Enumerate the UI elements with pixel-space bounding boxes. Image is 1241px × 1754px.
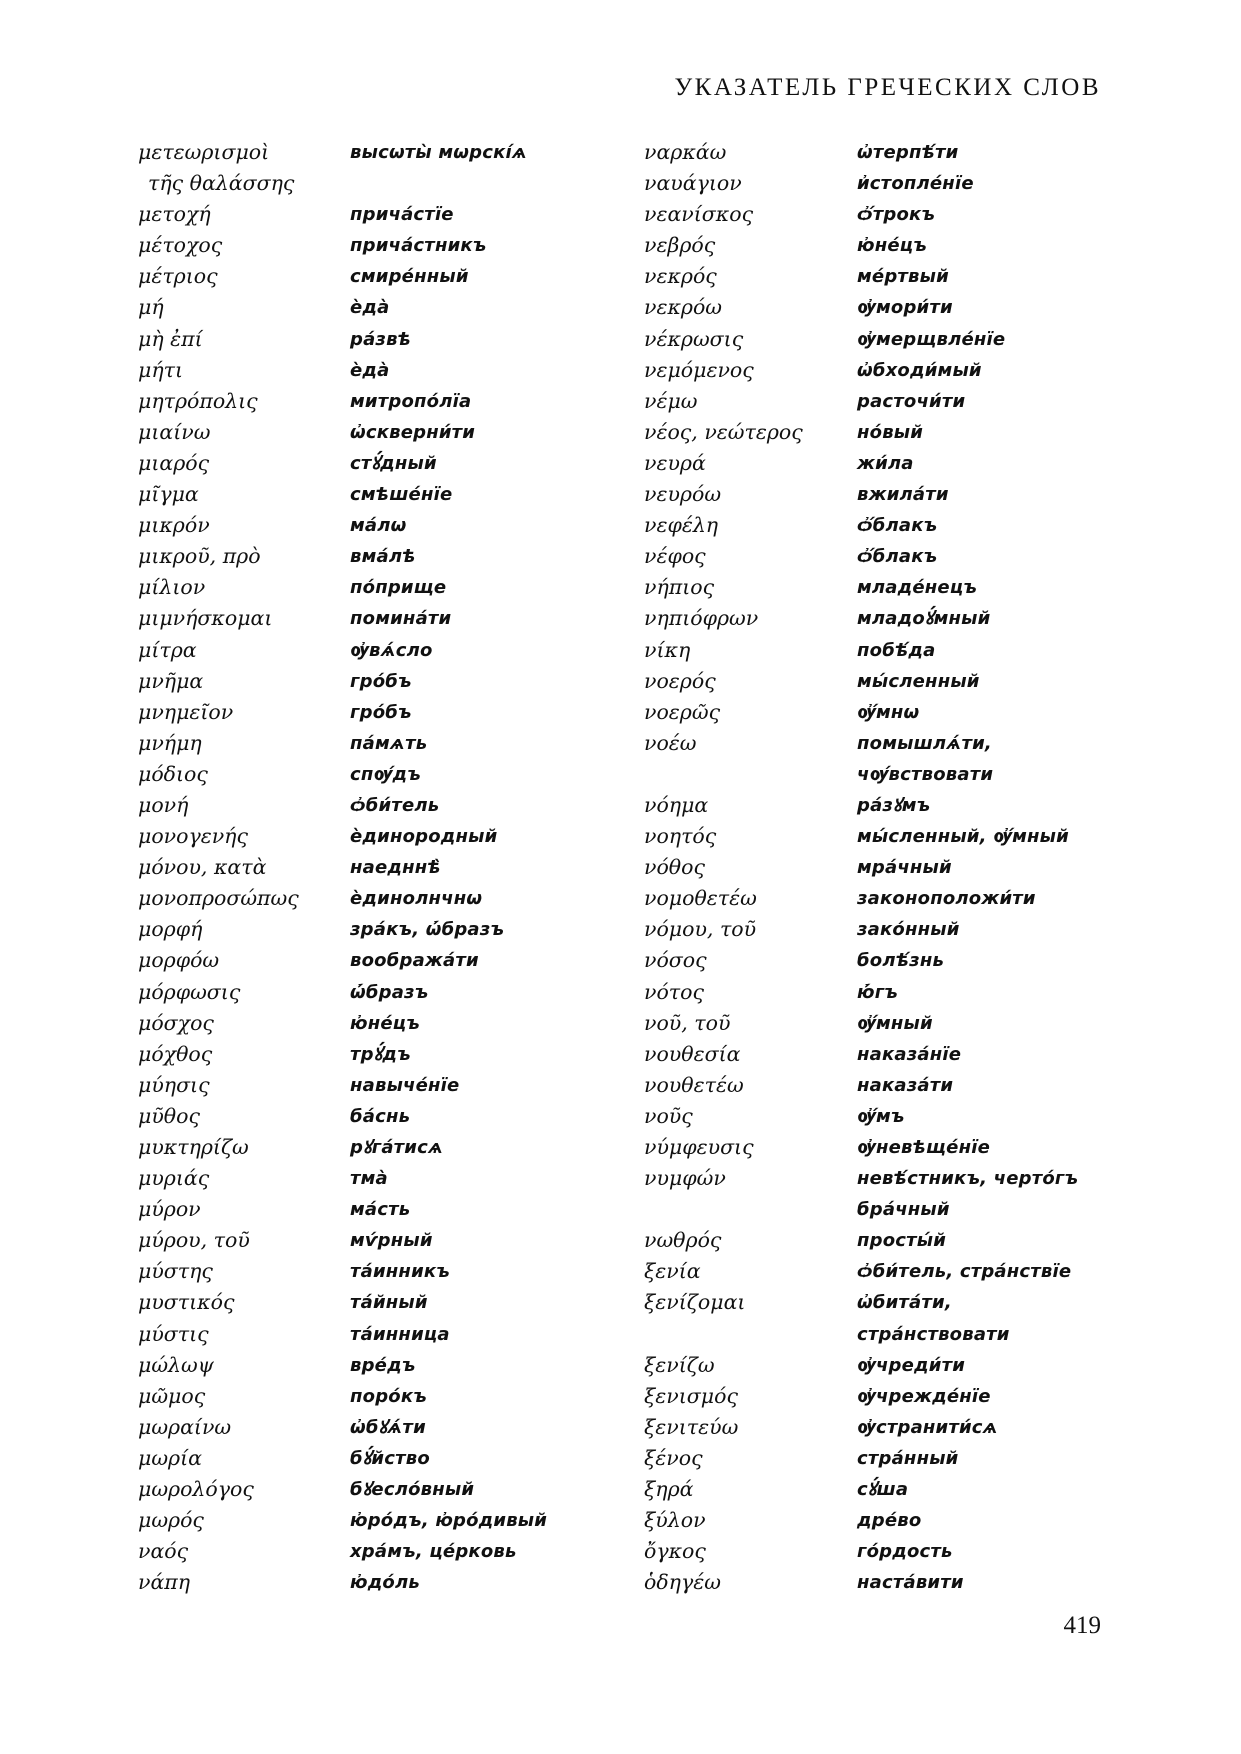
slavonic-equivalent: невѣ́стникъ, черто́гъ bbox=[857, 1168, 1079, 1190]
greek-headword: μόδιος bbox=[138, 761, 208, 786]
greek-headword: μέτοχος bbox=[138, 233, 223, 258]
greek-headword: μέτριος bbox=[138, 264, 218, 289]
greek-headword: μίλιον bbox=[138, 575, 206, 600]
greek-headword: μυριάς bbox=[138, 1166, 210, 1191]
greek-headword: νότος bbox=[644, 979, 704, 1004]
slavonic-equivalent: ѡ҆бходи́мый bbox=[857, 359, 982, 381]
greek-headword: ξενίζομαι bbox=[644, 1290, 746, 1315]
greek-headword: μὴ ἐπί bbox=[138, 326, 203, 351]
slavonic-equivalent: хра́мъ, це́рковь bbox=[350, 1541, 517, 1563]
slavonic-equivalent: трꙋ́дъ bbox=[350, 1043, 411, 1065]
greek-headword: μιμνήσκομαι bbox=[138, 606, 273, 631]
slavonic-equivalent: ѹ҆странити́сѧ bbox=[857, 1416, 998, 1438]
greek-headword: μύστις bbox=[138, 1321, 209, 1346]
greek-headword: μόχθος bbox=[138, 1041, 213, 1066]
slavonic-equivalent: смѣше́нїе bbox=[350, 484, 453, 506]
greek-headword: νοῦς bbox=[644, 1103, 693, 1128]
slavonic-equivalent: ѡ҆бита́ти, bbox=[857, 1292, 952, 1314]
slavonic-equivalent: и҆стопле́нїе bbox=[857, 173, 974, 195]
slavonic-equivalent: рꙋга́тисѧ bbox=[350, 1137, 444, 1158]
greek-headword: νήπιος bbox=[644, 575, 715, 600]
slavonic-equivalent: но́вый bbox=[857, 421, 924, 443]
greek-headword: ξενίζω bbox=[644, 1352, 715, 1377]
greek-headword: μώλωψ bbox=[138, 1352, 214, 1377]
slavonic-equivalent bbox=[350, 168, 547, 199]
greek-headword: μίτρα bbox=[138, 637, 197, 662]
greek-headword: ξηρά bbox=[644, 1477, 694, 1502]
slavonic-equivalent: помина́ти bbox=[350, 608, 452, 630]
slavonic-equivalent: мра́чный bbox=[857, 857, 952, 879]
slavonic-equivalent: младе́нецъ bbox=[857, 577, 978, 599]
greek-headword: μνήμη bbox=[138, 730, 202, 755]
slavonic-equivalent: ѡ҆́бразъ bbox=[350, 981, 429, 1003]
slavonic-equivalent: митропо́лїа bbox=[350, 390, 472, 412]
greek-headword: νέος, νεώτερος bbox=[644, 419, 803, 444]
slavonic-equivalent: гро́бъ bbox=[350, 701, 412, 723]
greek-headword bbox=[644, 1194, 803, 1225]
greek-headword: νεβρός bbox=[644, 233, 716, 258]
greek-headword: νευρά bbox=[644, 450, 706, 475]
greek-headword: νοερῶς bbox=[644, 699, 721, 724]
slavonic-equivalent: наста́вити bbox=[857, 1572, 964, 1594]
left-slavonic-column bbox=[350, 137, 547, 1598]
slavonic-equivalent: стра́нствовати bbox=[857, 1323, 1010, 1345]
greek-headword: μόνου, κατὰ bbox=[138, 855, 267, 880]
slavonic-equivalent: просты́й bbox=[857, 1230, 947, 1252]
slavonic-equivalent: прича́стникъ bbox=[350, 235, 487, 257]
slavonic-equivalent: ѹ҆чрежде́нїе bbox=[857, 1385, 991, 1407]
greek-headword: νέκρωσις bbox=[644, 326, 744, 351]
greek-headword: μυστικός bbox=[138, 1290, 235, 1315]
slavonic-equivalent: ѹ҆́мный bbox=[857, 1012, 933, 1034]
slavonic-equivalent: ю҆́гъ bbox=[857, 981, 899, 1003]
slavonic-equivalent: вре́дъ bbox=[350, 1354, 416, 1376]
slavonic-equivalent: поро́къ bbox=[350, 1385, 427, 1407]
greek-headword: νουθεσία bbox=[644, 1041, 741, 1066]
slavonic-equivalent: мы́сленный, ѹ҆́мный bbox=[857, 826, 1069, 848]
greek-headword: μνῆμα bbox=[138, 668, 204, 693]
greek-headword: μονοπροσώπως bbox=[138, 886, 299, 911]
greek-headword bbox=[644, 759, 803, 790]
greek-headword: μόσχος bbox=[138, 1010, 214, 1035]
greek-headword: νόθος bbox=[644, 855, 705, 880]
slavonic-equivalent: ѻ҆́блакъ bbox=[857, 515, 938, 537]
slavonic-equivalent: ю҆до́ль bbox=[350, 1572, 420, 1594]
greek-headword bbox=[644, 1319, 803, 1350]
greek-headword: νόμου, τοῦ bbox=[644, 917, 757, 942]
running-head-title: УКАЗАТЕЛЬ ГРЕЧЕСКИХ СЛОВ bbox=[674, 74, 1101, 101]
slavonic-equivalent: дре́во bbox=[857, 1510, 922, 1532]
greek-headword: μύστης bbox=[138, 1259, 213, 1284]
greek-headword: ὄγκος bbox=[644, 1539, 706, 1564]
slavonic-equivalent: по́прище bbox=[350, 577, 447, 599]
slavonic-equivalent: наказа́ти bbox=[857, 1074, 954, 1096]
greek-headword: μιαίνω bbox=[138, 419, 211, 444]
slavonic-equivalent: ѹ҆́мъ bbox=[857, 1105, 905, 1127]
slavonic-equivalent: мы́сленный bbox=[857, 670, 980, 692]
greek-headword: μωρολόγος bbox=[138, 1477, 254, 1502]
slavonic-equivalent: наказа́нїе bbox=[857, 1043, 962, 1065]
greek-headword: νάπη bbox=[138, 1570, 191, 1595]
slavonic-equivalent: ра́звѣ bbox=[350, 328, 412, 350]
greek-headword: νοέω bbox=[644, 730, 697, 755]
slavonic-equivalent: наедннѣ̀ bbox=[350, 857, 441, 879]
slavonic-equivalent: ѐда̀ bbox=[350, 297, 390, 319]
slavonic-equivalent: ѻ҆би́тель, стра́нствїе bbox=[857, 1261, 1072, 1283]
greek-headword: νυμφών bbox=[644, 1166, 726, 1191]
greek-headword: μωρία bbox=[138, 1445, 202, 1470]
slavonic-equivalent: спѹ́дъ bbox=[350, 763, 421, 785]
slavonic-equivalent: высѡты̀ мѡрскі́ѧ bbox=[350, 142, 528, 163]
greek-headword: τῆς θαλάσσης bbox=[148, 171, 295, 196]
greek-headword: νοητός bbox=[644, 824, 717, 849]
slavonic-equivalent: болѣ́знь bbox=[857, 950, 945, 972]
left-greek-column bbox=[138, 137, 299, 1598]
greek-headword: νύμφευσις bbox=[644, 1135, 754, 1159]
slavonic-equivalent: сꙋ́ша bbox=[857, 1479, 909, 1501]
slavonic-equivalent: вжила́ти bbox=[857, 484, 949, 506]
greek-headword: μωρός bbox=[138, 1508, 204, 1533]
slavonic-equivalent: вма́лѣ bbox=[350, 546, 416, 568]
slavonic-equivalent: та́инница bbox=[350, 1323, 450, 1345]
greek-headword: μυκτηρίζω bbox=[138, 1135, 249, 1159]
greek-headword: νεκρόω bbox=[644, 295, 723, 320]
slavonic-equivalent: ра́зꙋмъ bbox=[857, 794, 931, 816]
greek-headword: νευρόω bbox=[644, 482, 722, 507]
slavonic-equivalent: ба́снь bbox=[350, 1105, 411, 1127]
slavonic-equivalent: ѡ҆скверни́ти bbox=[350, 421, 476, 443]
slavonic-equivalent: зра́къ, ѡ҆́бразъ bbox=[350, 919, 505, 941]
greek-headword: νηπιόφρων bbox=[644, 606, 759, 631]
greek-headword: νεφέλη bbox=[644, 513, 719, 538]
greek-headword: ναός bbox=[138, 1539, 189, 1564]
slavonic-equivalent: помышлѧ́ти, bbox=[857, 732, 992, 754]
greek-headword: νωθρός bbox=[644, 1228, 722, 1253]
slavonic-equivalent: мѵ́рный bbox=[350, 1230, 433, 1252]
greek-headword: νέμω bbox=[644, 388, 698, 413]
greek-headword: μύρον bbox=[138, 1197, 201, 1222]
slavonic-equivalent: ю҆не́цъ bbox=[350, 1012, 421, 1034]
greek-headword: νοερός bbox=[644, 668, 716, 693]
slavonic-equivalent: ѐда̀ bbox=[350, 359, 390, 381]
slavonic-equivalent: тма̀ bbox=[350, 1168, 388, 1190]
slavonic-equivalent: бꙋ́йство bbox=[350, 1447, 430, 1469]
slavonic-equivalent: гро́бъ bbox=[350, 670, 412, 692]
greek-headword: νίκη bbox=[644, 637, 691, 662]
greek-headword: ναρκάω bbox=[644, 140, 727, 164]
slavonic-equivalent: го́рдость bbox=[857, 1541, 953, 1563]
greek-headword: μῖγμα bbox=[138, 482, 199, 507]
greek-headword: νοῦ, τοῦ bbox=[644, 1010, 731, 1035]
greek-headword: νεανίσκος bbox=[644, 202, 754, 227]
greek-headword: μύρου, τοῦ bbox=[138, 1228, 250, 1253]
slavonic-equivalent: побѣ́да bbox=[857, 639, 936, 661]
slavonic-equivalent: ѐдинолнчнѡ bbox=[350, 888, 483, 910]
greek-headword: μετεωρισμοὶ bbox=[138, 140, 270, 164]
slavonic-equivalent: ѻ҆́блакъ bbox=[857, 546, 938, 568]
slavonic-equivalent: та́инникъ bbox=[350, 1261, 451, 1283]
greek-headword: μετοχή bbox=[138, 202, 211, 227]
slavonic-equivalent: навыче́нїе bbox=[350, 1074, 460, 1096]
slavonic-equivalent: ѐдинородный bbox=[350, 826, 498, 848]
greek-headword: ξύλον bbox=[644, 1508, 706, 1533]
slavonic-equivalent: ма́сть bbox=[350, 1199, 411, 1221]
slavonic-equivalent: жи́ла bbox=[857, 452, 914, 474]
slavonic-equivalent: ѡ҆бꙋѧ́ти bbox=[350, 1416, 426, 1438]
greek-headword: μορφόω bbox=[138, 948, 220, 973]
greek-headword: νόσος bbox=[644, 948, 707, 973]
greek-headword: μικρόν bbox=[138, 513, 210, 538]
greek-headword: μνημεῖον bbox=[138, 699, 234, 724]
slavonic-equivalent: ѻ҆́трокъ bbox=[857, 204, 936, 226]
greek-headword: μητρόπολις bbox=[138, 388, 258, 413]
greek-headword: μή bbox=[138, 295, 164, 320]
slavonic-equivalent: вообража́ти bbox=[350, 950, 479, 972]
greek-headword: μόρφωσις bbox=[138, 979, 241, 1004]
slavonic-equivalent: ѹ҆мори́ти bbox=[857, 297, 953, 319]
slavonic-equivalent: ѹ҆мерщвле́нїе bbox=[857, 328, 1006, 350]
slavonic-equivalent: ѹ҆чреди́ти bbox=[857, 1354, 966, 1376]
greek-headword: νέφος bbox=[644, 544, 706, 569]
slavonic-equivalent: стꙋ́дный bbox=[350, 452, 437, 474]
greek-headword: μονή bbox=[138, 792, 189, 817]
greek-headword: μιαρός bbox=[138, 450, 210, 475]
greek-headword: ξενία bbox=[644, 1259, 701, 1284]
slavonic-equivalent: ю҆не́цъ bbox=[857, 235, 928, 257]
slavonic-equivalent: зако́нный bbox=[857, 919, 960, 941]
slavonic-equivalent: ѹ҆невѣще́нїе bbox=[857, 1137, 990, 1158]
slavonic-equivalent: ѻ҆би́тель bbox=[350, 794, 440, 816]
greek-headword: ναυάγιον bbox=[644, 171, 742, 196]
greek-headword: νεκρός bbox=[644, 264, 717, 289]
page-number: 419 bbox=[1063, 1612, 1101, 1639]
slavonic-equivalent: ѹ҆́мнѡ bbox=[857, 701, 920, 723]
greek-headword: μῶμος bbox=[138, 1383, 206, 1408]
greek-headword: ξένος bbox=[644, 1445, 703, 1470]
right-slavonic-column bbox=[857, 137, 1078, 1598]
greek-headword: νομοθετέω bbox=[644, 886, 757, 911]
greek-headword: νεμόμενος bbox=[644, 357, 754, 382]
slavonic-equivalent: расточи́ти bbox=[857, 390, 966, 412]
slavonic-equivalent: па́мѧть bbox=[350, 732, 428, 754]
greek-headword: μονογενής bbox=[138, 824, 248, 849]
slavonic-equivalent: ѹ҆вѧ́сло bbox=[350, 639, 433, 661]
greek-headword: νόημα bbox=[644, 792, 709, 817]
greek-headword: μορφή bbox=[138, 917, 203, 942]
right-greek-column bbox=[644, 137, 803, 1598]
slavonic-equivalent: бꙋесло́вный bbox=[350, 1479, 475, 1501]
slavonic-equivalent: ю҆ро́дъ, ю҆ро́дивый bbox=[350, 1510, 548, 1532]
greek-headword: ὁδηγέω bbox=[644, 1570, 721, 1595]
slavonic-equivalent: законоположи́ти bbox=[857, 888, 1036, 910]
slavonic-equivalent: младоꙋ́мный bbox=[857, 608, 991, 630]
greek-headword: μῦθος bbox=[138, 1103, 200, 1128]
greek-headword: μικροῦ, πρὸ bbox=[138, 544, 261, 569]
greek-headword: ξενιτεύω bbox=[644, 1414, 739, 1439]
slavonic-equivalent: прича́стїе bbox=[350, 204, 454, 226]
slavonic-equivalent: стра́нный bbox=[857, 1447, 959, 1469]
greek-headword: μήτι bbox=[138, 357, 183, 382]
greek-headword: μύησις bbox=[138, 1072, 210, 1097]
slavonic-equivalent: чѹ́вствовати bbox=[857, 763, 994, 785]
greek-headword: ξενισμός bbox=[644, 1383, 738, 1408]
slavonic-equivalent: ѡ҆терпѣ́ти bbox=[857, 142, 959, 163]
slavonic-equivalent: ма́лѡ bbox=[350, 515, 407, 537]
slavonic-equivalent: смире́нный bbox=[350, 266, 469, 288]
slavonic-equivalent: ме́ртвый bbox=[857, 266, 949, 288]
slavonic-equivalent: бра́чный bbox=[857, 1199, 950, 1221]
slavonic-equivalent: та́йный bbox=[350, 1292, 428, 1314]
greek-headword: μωραίνω bbox=[138, 1414, 232, 1439]
greek-headword: νουθετέω bbox=[644, 1072, 744, 1097]
